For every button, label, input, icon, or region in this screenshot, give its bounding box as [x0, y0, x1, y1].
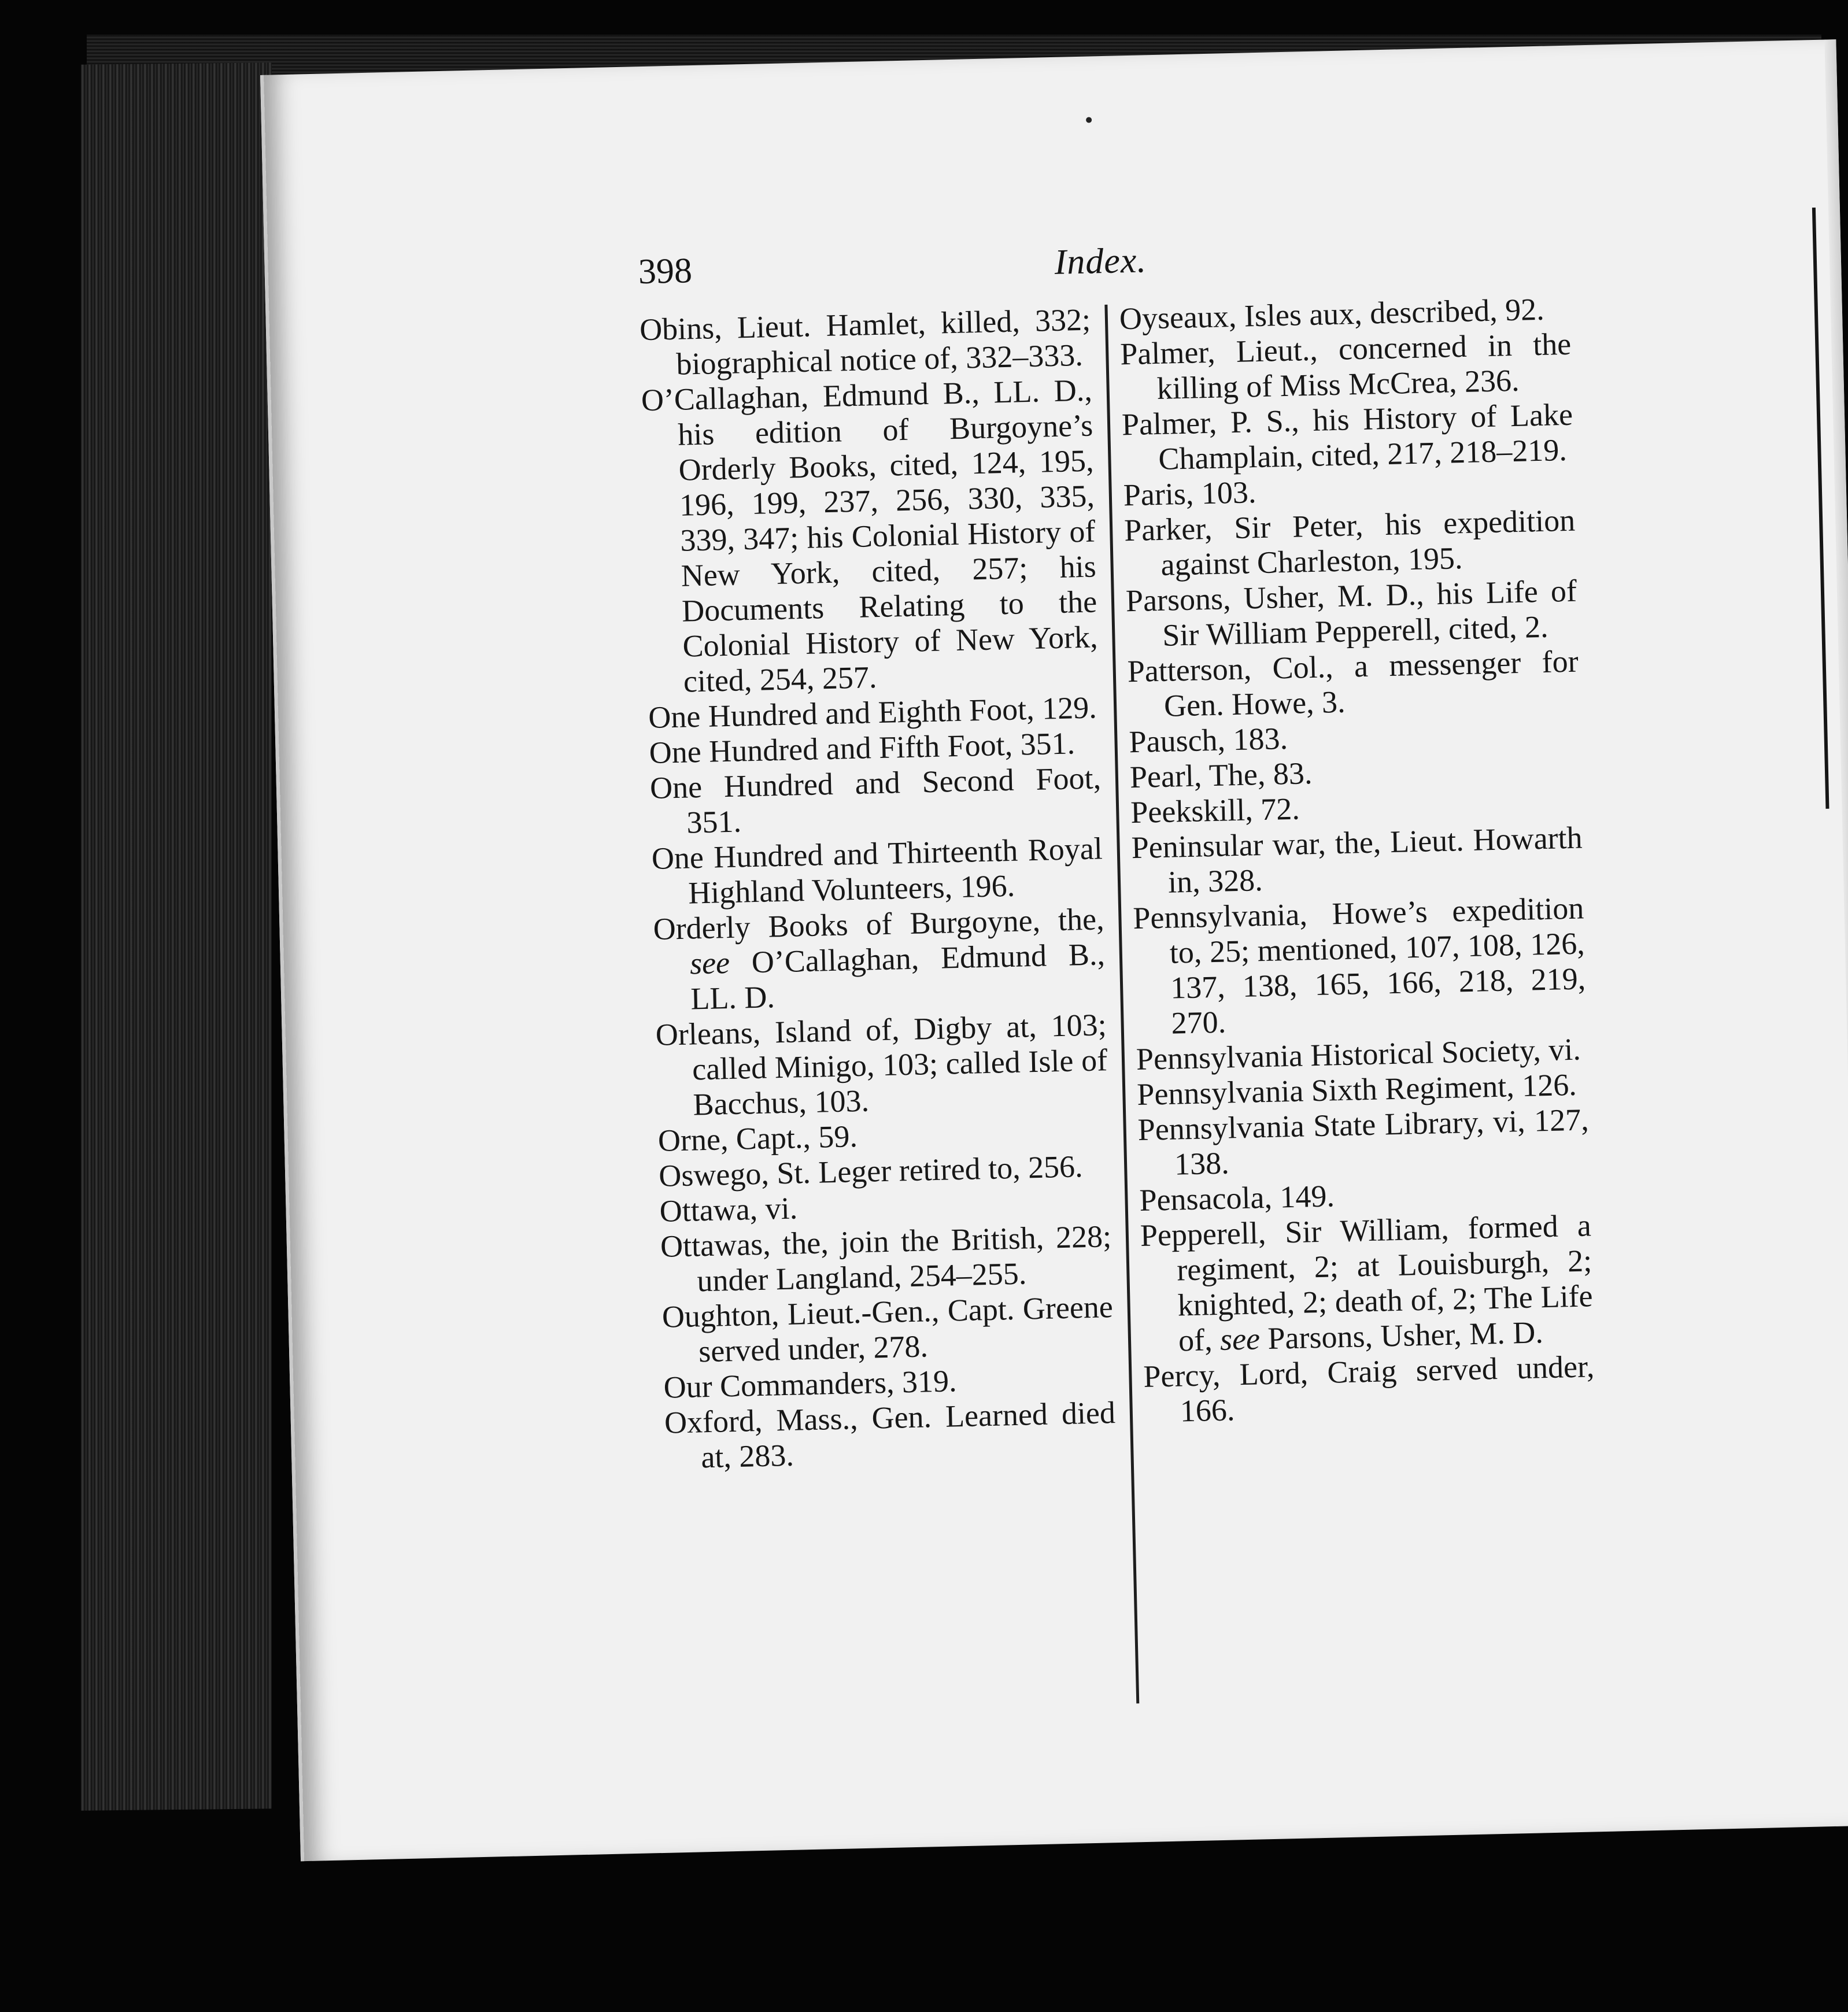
entry-text: Oxford, Mass., Gen. Learned died at, 283. — [664, 1395, 1116, 1475]
entry-text: Pearl, The, 83. — [1129, 756, 1313, 795]
speck-mark — [1086, 117, 1092, 123]
index-entry — [1124, 503, 1577, 584]
index-entry — [1140, 1208, 1594, 1359]
entry-text: Palmer, P. S., his History of Lake Champlain, cited, 217, 218–219. — [1121, 397, 1573, 476]
index-column-left — [639, 302, 1116, 1476]
entry-text: One Hundred and Second Foot, 351. — [649, 760, 1102, 840]
entry-text: Pennsylvania Sixth Regiment, 126. — [1136, 1067, 1577, 1112]
entry-text: Parsons, Usher, M. D., his Life of Sir William Pepperell, cited, 2. — [1125, 573, 1577, 653]
entry-text: Patterson, Col., a messenger for Gen. Howe, 3. — [1127, 643, 1579, 723]
index-entry — [653, 901, 1106, 1018]
entry-text: One Hundred and Thirteenth Royal Highland Volunteers, 196. — [651, 831, 1103, 911]
index-entry — [1121, 397, 1574, 478]
index-entry — [664, 1395, 1117, 1476]
index-entry — [639, 302, 1092, 383]
index-entry — [1137, 1102, 1590, 1183]
entry-text: Pepperell, Sir William, formed a regiment, 2; at Louisburgh, 2; knighted, 2; death of, 2; The Life of, — [1140, 1208, 1594, 1358]
entry-text: Percy, Lord, Craig served under, 166. — [1143, 1349, 1595, 1429]
index-entry — [651, 831, 1104, 912]
entry-text: Pensacola, 149. — [1139, 1178, 1335, 1218]
page-stack-edges — [81, 62, 272, 1810]
index-entry — [661, 1289, 1114, 1370]
index-column-right — [1119, 291, 1595, 1430]
index-entry — [655, 1007, 1108, 1123]
index-entry — [641, 373, 1099, 701]
entry-text: O’Callaghan, Edmund B., LL. D., his edition of Burgoyne’s Orderly Books, cited, 124, 195, 196, 199, 237, 256, 330, 335, 339, 347; his Colonial History of New York, cited, 257; his Documents Relating to the Colonial History of New York, cited, 254, 257. — [641, 372, 1099, 699]
entry-text: Pennsylvania Historical Society, vi. — [1136, 1031, 1581, 1077]
entry-text: Pennsylvania State Library, vi, 127, 138. — [1137, 1102, 1590, 1182]
page-number: 398 — [638, 251, 693, 292]
entry-text-continued: Parsons, Usher, M. D. — [1259, 1315, 1544, 1356]
index-entry — [1131, 820, 1584, 901]
entry-text: One Hundred and Fifth Foot, 351. — [649, 726, 1075, 771]
binding-edge-marks — [1804, 208, 1829, 809]
entry-text: Orleans, Island of, Digby at, 103; called Minigo, 103; called Isle of Bacchus, 103. — [655, 1007, 1108, 1122]
see-reference: see — [689, 945, 730, 981]
entry-text: Pennsylvania, Howe’s expedition to, 25; mentioned, 107, 108, 126, 137, 138, 165, 166, 218, 219, 270. — [1132, 890, 1586, 1041]
page-title: Index. — [1054, 241, 1147, 282]
entry-text: Oswego, St. Leger retired to, 256. — [658, 1149, 1084, 1193]
entry-text-continued: O’Callaghan, Edmund B., LL. D. — [690, 937, 1106, 1016]
index-entry — [1133, 890, 1587, 1042]
entry-text: Parker, Sir Peter, his expedition against Charleston, 195. — [1123, 502, 1576, 582]
entry-text: Orne, Capt., 59. — [657, 1119, 858, 1158]
entry-text: Obins, Lieut. Hamlet, killed, 332; biographical notice of, 332–333. — [639, 302, 1091, 382]
running-head — [638, 231, 1558, 304]
index-entry — [649, 760, 1102, 841]
see-reference: see — [1219, 1321, 1261, 1357]
entry-text: Ottawa, vi. — [659, 1190, 798, 1229]
entry-text: Palmer, Lieut., concerned in the killing of Miss McCrea, 236. — [1119, 326, 1572, 406]
entry-text: One Hundred and Eighth Foot, 129. — [648, 690, 1097, 735]
entry-text: Peninsular war, the, Lieut. Howarth in, 328. — [1131, 820, 1583, 900]
entry-text: Orderly Books of Burgoyne, the, — [653, 901, 1105, 946]
index-entry — [660, 1219, 1113, 1300]
index-entry — [1143, 1349, 1596, 1430]
book-page — [260, 39, 1848, 1861]
entry-text: Our Commanders, 319. — [663, 1363, 958, 1405]
index-entry — [1127, 644, 1580, 725]
entry-text: Paris, 103. — [1123, 475, 1256, 513]
entry-text: Pausch, 183. — [1128, 720, 1288, 760]
index-entry — [1125, 574, 1578, 654]
entry-text: Peekskill, 72. — [1130, 791, 1300, 830]
index-entry — [1120, 327, 1573, 408]
entry-text: Oughton, Lieut.-Gen., Capt. Greene served under, 278. — [661, 1289, 1114, 1369]
entry-text: Oyseaux, Isles aux, described, 92. — [1119, 291, 1545, 336]
entry-text: Ottawas, the, join the British, 228; under Langland, 254–255. — [660, 1219, 1112, 1299]
